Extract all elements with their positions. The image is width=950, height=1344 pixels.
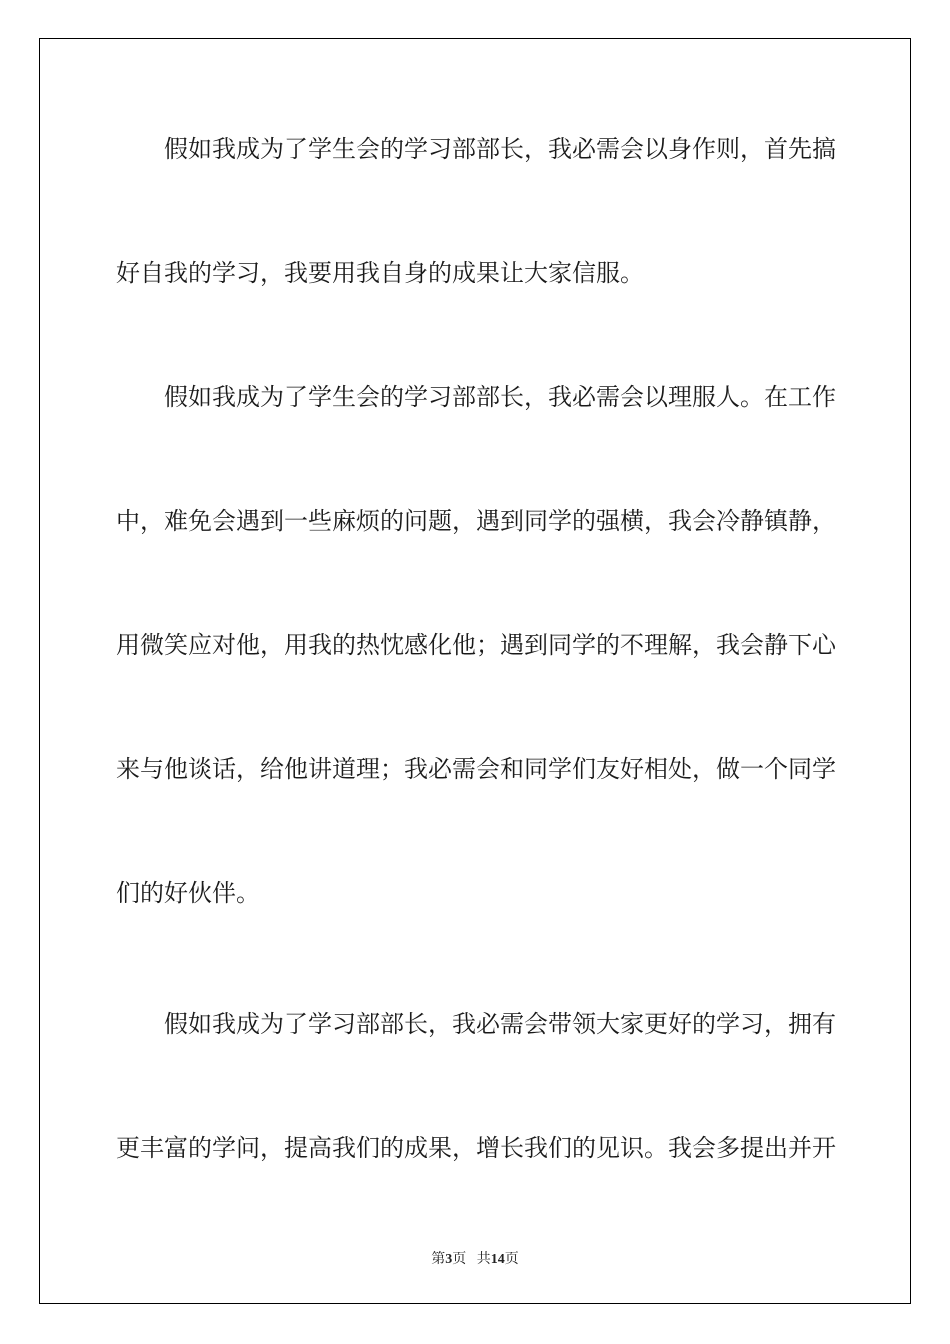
paragraph-3-line-1: 假如我成为了学习部部长，我必需会带领大家更好的学习，拥有 [164, 1010, 836, 1038]
page-label-suffix: 页 [452, 1252, 467, 1267]
paragraph-2-line-4: 来与他谈话，给他讲道理；我必需会和同学们友好相处，做一个同学 [116, 755, 836, 783]
paragraph-2-line-3: 用微笑应对他，用我的热忱感化他；遇到同学的不理解，我会静下心 [116, 631, 836, 659]
paragraph-1-line-2: 好自我的学习，我要用我自身的成果让大家信服。 [116, 259, 644, 287]
paragraph-2-line-1: 假如我成为了学生会的学习部部长，我必需会以理服人。在工作 [164, 383, 836, 411]
page-label-prefix: 第 [431, 1252, 446, 1267]
paragraph-2-line-5: 们的好伙伴。 [116, 879, 260, 907]
paragraph-1-line-1: 假如我成为了学生会的学习部部长，我必需会以身作则，首先搞 [164, 135, 836, 163]
total-pages: 14 [490, 1252, 505, 1267]
page-border [39, 38, 911, 1304]
paragraph-2-line-2: 中，难免会遇到一些麻烦的问题，遇到同学的强横，我会冷静镇静， [116, 507, 836, 535]
paragraph-3-line-2: 更丰富的学问，提高我们的成果，增长我们的见识。我会多提出并开 [116, 1134, 836, 1162]
total-label-suffix: 页 [504, 1252, 519, 1267]
total-label-prefix: 共 [476, 1252, 491, 1267]
page-number: 3 [445, 1252, 453, 1267]
page-footer [0, 1248, 950, 1268]
